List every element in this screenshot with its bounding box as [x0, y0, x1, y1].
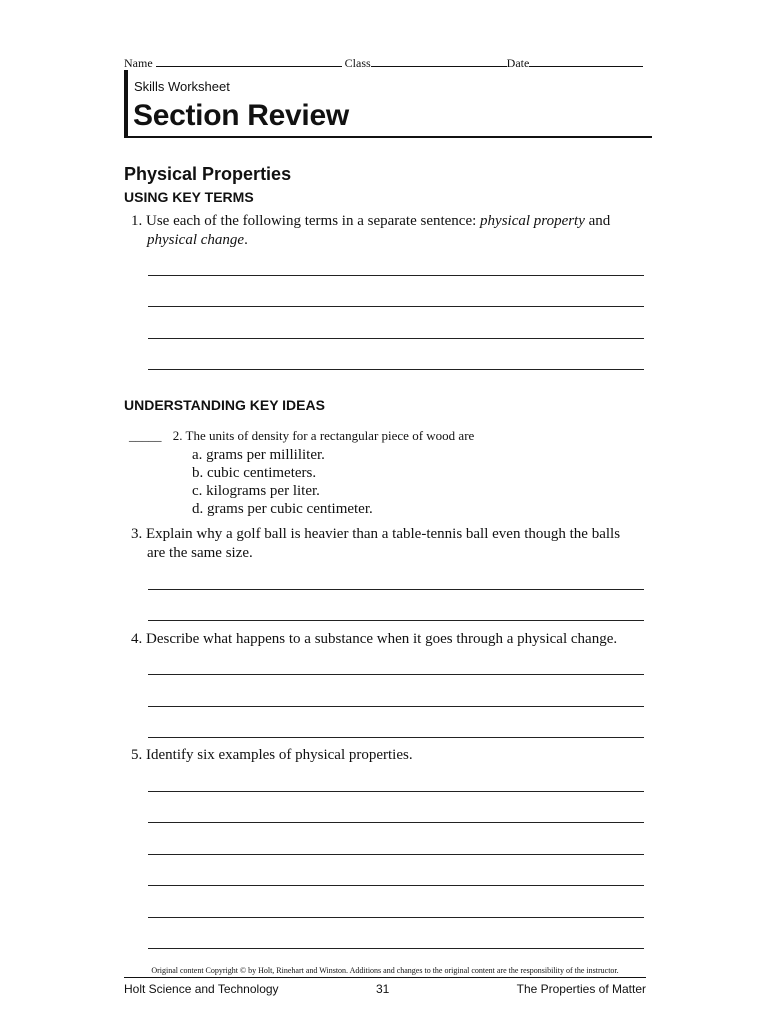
answer-line-q5-5[interactable] — [148, 917, 644, 918]
student-info-header — [124, 55, 643, 71]
question-text: Describe what happens to a substance when it goes through a physical change. — [146, 631, 618, 647]
class-field[interactable] — [371, 55, 507, 67]
question-number: 4. — [131, 631, 143, 647]
answer-line-q1-3[interactable] — [148, 338, 644, 339]
question-text: Identify six examples of physical properties. — [146, 747, 413, 763]
question-number: 1. — [131, 213, 143, 229]
answer-line-q4-1[interactable] — [148, 674, 644, 675]
question-text: Explain why a golf ball is heavier than a table-tennis ball even though the balls — [146, 526, 621, 542]
answer-line-q4-3[interactable] — [148, 737, 644, 738]
choice-text: grams per cubic centimeter. — [207, 501, 373, 517]
choice-letter: b. — [192, 465, 204, 481]
page-number: 31 — [376, 982, 390, 996]
question-text: Use each of the following terms in a separate sentence: — [146, 213, 481, 229]
choice-text: grams per milliliter. — [206, 447, 325, 463]
footer-chapter: The Properties of Matter — [516, 982, 646, 996]
heading-understanding-key-ideas: UNDERSTANDING KEY IDEAS — [124, 397, 325, 413]
choice-letter: d. — [192, 501, 204, 517]
answer-line-q5-3[interactable] — [148, 854, 644, 855]
question-text: are the same size. — [147, 545, 253, 561]
question-number: 3. — [131, 526, 143, 542]
worksheet-type: Skills Worksheet — [134, 79, 230, 94]
answer-line-q1-1[interactable] — [148, 275, 644, 276]
date-label: Date — [506, 56, 530, 70]
question-number: 5. — [131, 747, 143, 763]
answer-line-q5-2[interactable] — [148, 822, 644, 823]
question-3 — [131, 525, 651, 563]
choice-text: cubic centimeters. — [207, 465, 317, 481]
term-physical-change: physical change — [147, 232, 245, 248]
question-text: and — [584, 213, 611, 229]
choice-text: kilograms per liter. — [206, 483, 320, 499]
choice-a[interactable] — [192, 446, 373, 464]
footer-divider — [124, 977, 646, 978]
answer-line-q4-2[interactable] — [148, 706, 644, 707]
copyright-notice: Original content Copyright © by Holt, Rinehart and Winston. Additions and changes to the original content are the responsibility of the instructor. — [151, 966, 619, 975]
choice-list — [192, 446, 373, 518]
answer-line-q3-2[interactable] — [148, 620, 644, 621]
answer-line-q1-2[interactable] — [148, 306, 644, 307]
answer-line-q5-6[interactable] — [148, 948, 644, 949]
question-text: . — [244, 232, 248, 248]
term-physical-property: physical property — [480, 213, 585, 229]
class-label: Class — [344, 56, 371, 70]
question-2 — [129, 428, 474, 444]
choice-letter: c. — [192, 483, 203, 499]
question-5 — [131, 746, 651, 765]
answer-line-q1-4[interactable] — [148, 369, 644, 370]
choice-d[interactable] — [192, 500, 373, 518]
heading-using-key-terms: USING KEY TERMS — [124, 189, 254, 205]
date-field[interactable] — [529, 55, 643, 67]
question-4 — [131, 630, 651, 649]
answer-line-q3-1[interactable] — [148, 589, 644, 590]
question-number: 2. — [172, 428, 183, 443]
section-subtitle: Physical Properties — [124, 164, 292, 184]
choice-letter: a. — [192, 447, 203, 463]
footer-publisher: Holt Science and Technology — [124, 982, 279, 996]
page-title: Section Review — [133, 99, 349, 132]
question-1 — [131, 212, 651, 250]
answer-line-q5-4[interactable] — [148, 885, 644, 886]
answer-blank-q2[interactable]: _____ — [129, 428, 162, 443]
name-field[interactable] — [156, 55, 342, 67]
choice-b[interactable] — [192, 464, 373, 482]
choice-c[interactable] — [192, 482, 373, 500]
answer-line-q5-1[interactable] — [148, 791, 644, 792]
name-label: Name — [124, 56, 153, 70]
question-text: The units of density for a rectangular piece of wood are — [185, 428, 475, 443]
